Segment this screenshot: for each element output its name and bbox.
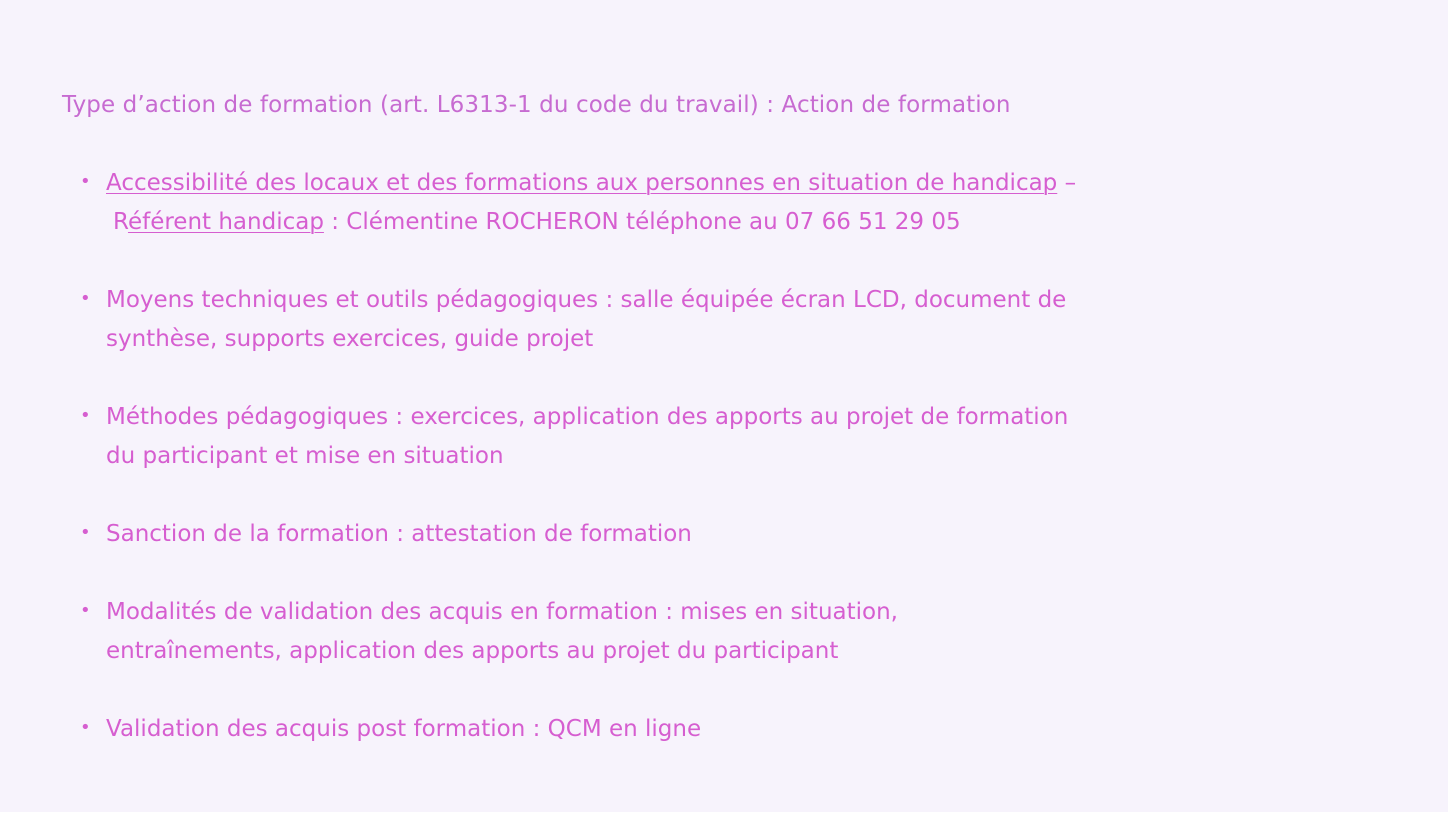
training-details xyxy=(62,86,1262,749)
list-item-teaching-methods xyxy=(62,398,1262,476)
referent-handicap-link[interactable]: éférent handicap xyxy=(127,209,324,235)
list-item-technical-means xyxy=(62,281,1262,359)
accessibility-link[interactable]: Accessibilité des locaux et des formations aux personnes en situation de handicap xyxy=(106,170,1058,196)
technical-means-line-2: synthèse, supports exercices, guide projet xyxy=(106,326,594,352)
referent-contact-text: : Clémentine ROCHERON téléphone au 07 66 51 29 05 xyxy=(323,209,961,235)
bullet-icon: • xyxy=(80,600,91,621)
validation-methods-line-2: entraînements, application des apports au projet du participant xyxy=(106,638,839,664)
list-item-post-training-validation xyxy=(62,710,1262,749)
bullet-icon: • xyxy=(80,717,91,738)
post-training-validation-line: Validation des acquis post formation : QCM en ligne xyxy=(106,716,702,742)
bullet-icon: • xyxy=(80,288,91,309)
teaching-methods-line-1: Méthodes pédagogiques : exercices, application des apports au projet de formation xyxy=(106,404,1069,430)
list-item-accessibility xyxy=(62,164,1262,242)
bullet-icon: • xyxy=(80,171,91,192)
list-item-validation-methods xyxy=(62,593,1262,671)
training-details-list xyxy=(62,164,1262,749)
bullet-icon: • xyxy=(80,405,91,426)
referent-prefix: R xyxy=(113,209,128,235)
bullet-icon: • xyxy=(80,522,91,543)
list-item-training-sanction xyxy=(62,515,1262,554)
technical-means-line-1: Moyens techniques et outils pédagogiques : salle équipée écran LCD, document de xyxy=(106,287,1067,313)
referent-line xyxy=(106,203,1262,242)
accessibility-line xyxy=(106,164,1262,203)
training-sanction-line: Sanction de la formation : attestation de formation xyxy=(106,521,692,547)
teaching-methods-line-2: du participant et mise en situation xyxy=(106,443,504,469)
training-type-text: Type d’action de formation (art. L6313-1 du code du travail) : Action de formation xyxy=(62,92,1011,118)
dash-separator: – xyxy=(1057,170,1077,196)
validation-methods-line-1: Modalités de validation des acquis en formation : mises en situation, xyxy=(106,599,898,625)
